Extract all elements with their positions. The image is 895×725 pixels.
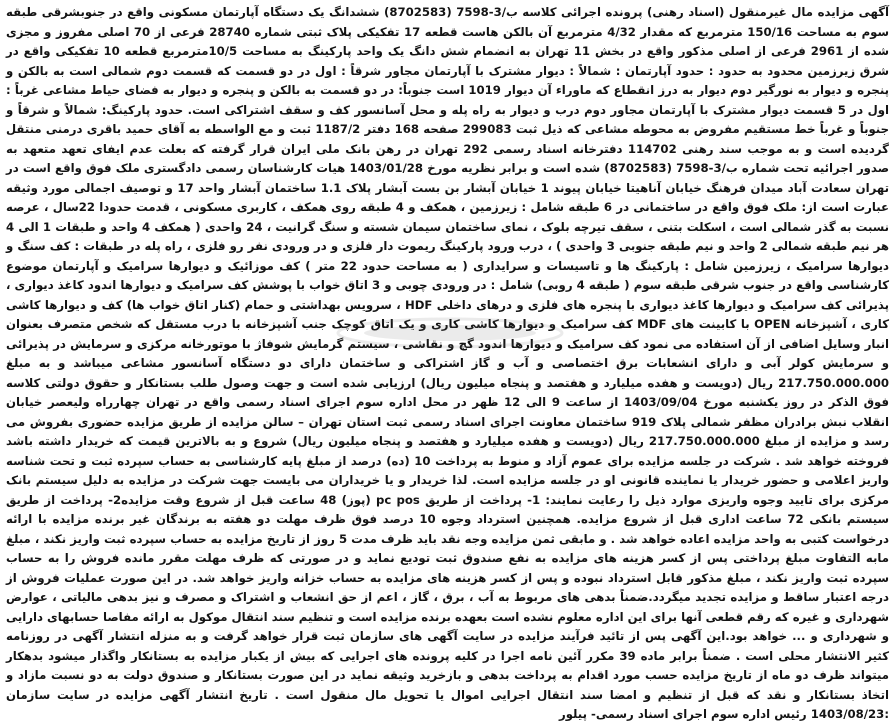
- auction-notice-text: آگهی مزایده مال غیرمنقول (اسناد رهنی) پرونده اجرائی کلاسه ب/3-7598 (8702583) ششدانگ یک دستگاه آپارتمان مسکونی واقع در جنوبشرقی طبقه سوم به مساحت 150/16 مترمربع که مقدار 4/32 مترمربع آن بالکن هاست قطعه 17 تفکیکی پلاک ثبتی شماره 28740 فرعی از 70 اصلی مفروز و مجزی شده از 2961 فرعی از اصلی مذکور واقع در بخش 11 تهران به انضمام شش دانگ یک واحد پارکینگ به مساحت 10/5مترمربع قطعه 10 تفکیکی واقع در شرق زیرزمین محدود به حدود : حدود آپارتمان : شمالاً : دیوار مشترک با آپارتمان مجاور شرقاً : اول در دو قسمت که قسمت دوم شمالی است به بالکن و پنجره و دیوار به نورگیر دوم دیوار به درز انقطاع که ماوراء آن دیوار 1019 است جنوباً: در دو قسمت به بالکن و پنجره و دیوار به فضای حیاط مشاعی غرباً : اول در 5 قسمت دیوار مشترک با آپارتمان مجاور دوم درب و دیوار به راه پله و محل آسانسور کف و سقف اشتراکی است. حدود پارکینگ: شمالاً و شرقاً و جنوباً و غرباً خط مستقیم مفروض به محوطه مشاعی که ذیل ثبت 299083 صفحه 168 دفتر 1187/2 ثبت و مع الواسطه به آقای حمید باقری درمنی منتقل گردیده است و به موجب سند رهنی 114702 دفترخانه اسناد رسمی 292 تهران در رهن بانک ملی ایران قرار گرفته که بعلت عدم ایفای تعهد متعهد به صدور اجرائیه تحت شماره ب/3-7598 (8702583) شده است و برابر نظریه مورخ 1403/01/28 هیات کارشناسان رسمی دادگستری ملک فوق واقع است در تهران سعادت آباد میدان فرهنگ خیابان آناهیتا خیابان پیوند 1 خیابان آبشار بن بست آبشار پلاک 1.1 ساختمان آبشار واحد 17 و توصیف اجمالی مورد وثیقه عبارت است از: ملک فوق واقع در ساختمانی در 6 طبقه شامل : زیرزمین ، همکف و 4 طبقه روی همکف ، کاربری مسکونی ، قدمت حدودا 22سال ، عرصه نسبت به گذر شمالی است ، اسکلت بتنی ، سقف تیرچه بلوک ، نمای ساختمان سیمان شسته و سنگ گرانیت ، 24 واحدی ( همکف 4 واحد و طبقات 1 الی 4 هر نیم طبقه شمالی 2 واحد و نیم طبقه جنوبی 3 واحدی ) ، درب ورود پارکینگ ریموت دار فلزی و در ورودی نفر رو فلزی ، راه پله در طبقات : کف سنگ و دیوارها سرامیک ، زیرزمین شامل : پارکینگ ها و تاسیسات و سرایداری ( به مساحت حدود 22 متر ) کف موزائیک و دیوارها سرامیک و آپارتمان موضوع کارشناسی واقع در جنوب شرقی طبقه سوم ( طبقه 4 روبی) شامل : در ورودی چوبی و 3 اتاق خواب با پوشش کف سرامیک و دیوارها اندود کاغذ دیواری ، پذیرائی کف سرامیک و دیوارها کاغذ دیواری با پنجره های فلزی و درهای داخلی HDF ، سرویس بهداشتی و حمام (کنار اتاق خواب ها) کف و دیوارها کاشی کاری ، آشپزخانه OPEN با کابینت های MDF کف سرامیک و دیوارها کاشی کاری و یک اتاق کوچک جنب آشپزخانه با درب مستقل که شخص متصرف بعنوان انبار وسایل اضافی از آن استفاده می نمود کف سرامیک و دیوارها اندود گچ و نقاشی ، سیستم گرمایش شوفاژ با موتورخانه مرکزی و سرمایش در پذیرائی و سرمایش کولر آبی و دارای انشعابات برق اختصاصی و آب و گاز اشتراکی و ساختمان دارای دو دستگاه آسانسور مشاعی میباشد و به مبلغ 217.750.000.000 ریال (دویست و هفده میلیارد و هفتصد و پنجاه میلیون ریال) ارزیابی شده است و جهت وصول طلب بستانکار و حقوق دولتی کلاسه فوق الذکر در روز یکشنبه مورخ 1403/09/04 از ساعت 9 الی 12 ظهر در محل اداره سوم اجرای اسناد رسمی واقع در تهران چهارراه ولیعصر خیابان انقلاب نبش برادران مظفر شمالی پلاک 919 ساختمان معاونت اجرای اسناد رسمی ثبت استان تهران – سالن مزایده از طریق مزایده حضوری بفروش می رسد و مزایده از مبلغ 217.750.000.000 ریال (دویست و هفده میلیارد و هفتصد و پنجاه میلیون ریال) شروع و به بالاترین قیمت که خریدار داشته باشد فروخته خواهد شد . شرکت در جلسه مزایده برای عموم آزاد و منوط به پرداخت 10 (ده) درصد از مبلغ پایه کارشناسی به حساب سپرده ثبت و تحت شناسه واریز اعلامی و حضور خریدار یا نماینده قانونی او در جلسه مزایده است. لذا خریدار و یا خریداران می بایست جهت شرکت در مزایده به دلیل سیستم بانک مرکزی برای تایید وجوه واریزی موارد ذیل را رعایت نمایند: 1- پرداخت از طریق pc pos (پوز) 48 ساعت قبل از شروع وقت مزایده2- پرداخت از طریق سیستم بانکی 72 ساعت اداری قبل از شروع مزایده. همچنین استرداد وجوه 10 درصد فوق ظرف مهلت دو هفته به برندگان غیر برنده مزایده با ارائه درخواست کتبی به واحد مزایده اعاده خواهد شد . و مابقی ثمن مزایده وجه نقد باید ظرف مدت 5 روز از تاریخ مزایده به حساب سپرده ثبت واریز نکند ، مبلغ مابه التفاوت مبلغ پرداختی پس از کسر هزینه های مزایده به نفع صندوق ثبت تودیع نماید و در صورتی که ظرف مهلت مقرر مانده فروش را به حساب سپرده ثبت واریز نکند ، مبلغ مذکور قابل استرداد نبوده و پس از کسر هزینه های مزایده به حساب خزانه واریز خواهد شد. در این صورت عملیات فروش از درجه اعتبار ساقط و مزایده تجدید میگردد.ضمناً بدهی های مربوط به آب ، برق ، گاز ، اعم از حق انشعاب و اشتراک و مصرف و نیز بدهی مالیاتی ، عوارض شهرداری و غیره که رقم قطعی آنها برای این اداره معلوم نشده است بعهده برنده مزایده است و تنظیم سند انتقال موکول به ارائه مفاصا حسابهای دارایی و شهرداری و ... خواهد بود.این آگهی پس از تائید فرآیند مزایده در سایت آگهی های سازمان ثبت قرار خواهد گرفت و به منزله انتشار آگهی در روزنامه کثیر الانتشار محلی است . ضمناً برابر ماده 39 مکرر آئین نامه اجرا در کلیه پرونده های اجرایی که بیش از یکبار مزایده به بستانکار واگذار میشود بدهکار میتواند ظرف دو ماه از تاریخ مزایده حسب مورد اقدام به پرداخت بدهی و بازخرید وثیقه نماید در این صورت بستانکار و صندوق دولت به دو نسبت مازاد و اتخاذ بستانکار و نقد که قبل از تنظیم و امضا سند انتقال اجرایی اموال یا تحویل مال منقول است . تاریخ انتشار آگهی مزایده در سایت سازمان :1403/08/23 رئیس اداره سوم اجرای اسناد رسمی- پیلور: [6, 5, 890, 721]
